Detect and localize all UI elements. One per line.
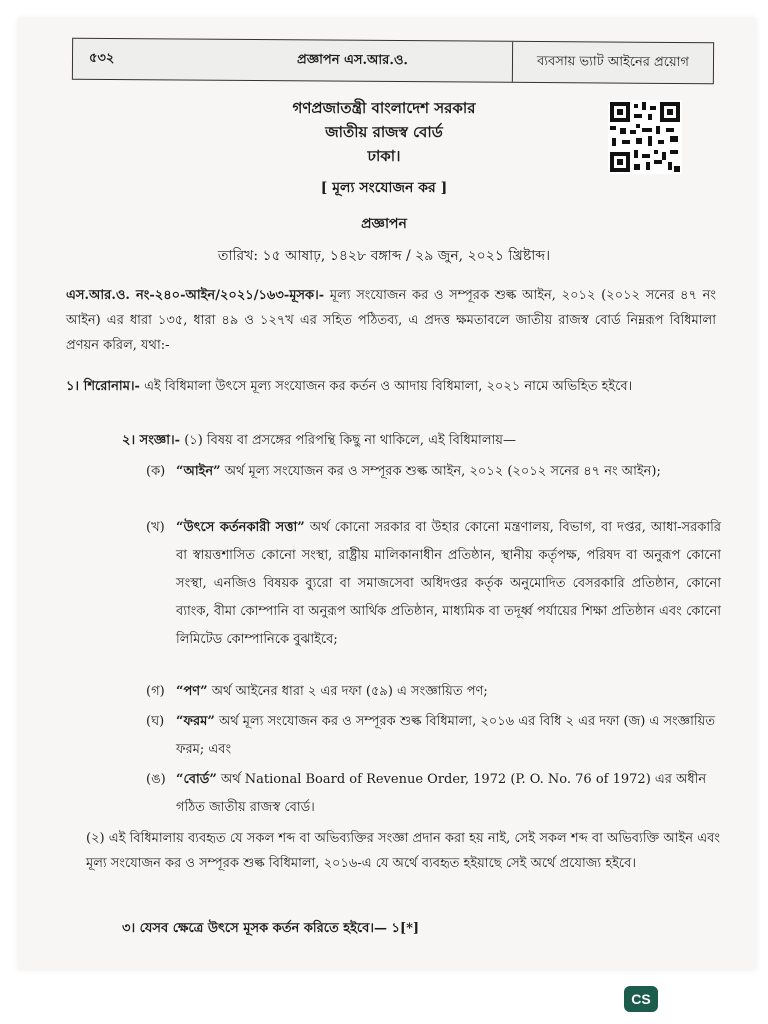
rule-3-heading: ৩। যেসব ক্ষেত্রে উৎসে মূসক কর্তন করিতে হইবে।— ১[*]	[122, 921, 420, 936]
definition-term: “আইন”	[176, 464, 221, 479]
city-name: ঢাকা।	[367, 147, 401, 165]
rule-2	[122, 428, 722, 453]
definition-term: “ফরম”	[176, 714, 215, 729]
definition-marker: (ঘ)	[146, 714, 165, 729]
qr-code-icon	[608, 100, 682, 174]
rule-1-text: এই বিধিমালা উৎসে মূল্য সংযোজন কর কর্তন ও আদায় বিধিমালা, ২০২১ নামে অভিহিত হইবে।	[139, 379, 633, 394]
rule-2-heading: ২। সংজ্ঞা।-	[122, 433, 181, 448]
definition-text: অর্থ কোনো সরকার বা উহার কোনো মন্ত্রণালয়, বিভাগ, বা দপ্তর, আধা-সরকারি বা স্বায়ত্তশাসিত কোনো সংস্থা, রাষ্ট্রীয় মালিকানাধীন প্রতিষ্ঠান, স্থানীয় কর্তৃপক্ষ, পরিষদ বা অনুরূপ কোনো সংস্থা, এনজিও বিষয়ক ব্যুরো বা সমাজসেবা অধিদপ্তর কর্তৃক অনুমোদিত বেসরকারি প্রতিষ্ঠান, কোনো ব্যাংক, বীমা কোম্পানি বা অনুরূপ আর্থিক প্রতিষ্ঠান, মাধ্যমিক বা তদূর্ধ্ব পর্যায়ের শিক্ষা প্রতিষ্ঠান এবং কোনো লিমিটেড কোম্পানিকে বুঝাইবে;	[176, 520, 721, 647]
subject-line: [ মূল্য সংযোজন কর ]	[320, 180, 448, 196]
definition-item	[146, 514, 721, 654]
header-section: ব্যবসায় ভ্যাট আইনের প্রয়োগ	[536, 53, 690, 70]
rule-1-heading: ১। শিরোনাম।-	[66, 379, 140, 394]
definition-marker: (খ)	[146, 520, 165, 535]
government-name: গণপ্রজাতন্ত্রী বাংলাদেশ সরকার	[292, 99, 476, 117]
definition-marker: (ক)	[146, 464, 166, 479]
rule-1	[66, 374, 716, 399]
definition-term: “বোর্ড”	[176, 772, 217, 787]
page-number: ৫৩২	[88, 50, 115, 66]
definition-item	[146, 766, 721, 822]
sro-text: মূল্য সংযোজন কর ও সম্পূরক শুল্ক আইন, ২০১২ (২০১২ সনের ৪৭ নং আইন) এর ধারা ১৩৫, ধারা ৪৯ ও ১২৭খ এর সহিত পঠিতব্য, এ প্রদত্ত ক্ষমতাবলে জাতীয় রাজস্ব বোর্ড নিম্নরূপ বিধিমালা প্রণয়ন করিল, যথা:-	[66, 288, 716, 353]
definition-text: অর্থ মূল্য সংযোজন কর ও সম্পূরক শুল্ক আইন, ২০১২ (২০১২ সনের ৪৭ নং আইন);	[220, 464, 661, 479]
board-name: জাতীয় রাজস্ব বোর্ড	[325, 123, 443, 141]
running-header	[72, 38, 714, 84]
rule-2-subsection-2: (২) এই বিধিমালায় ব্যবহৃত যে সকল শব্দ বা অভিব্যক্তির সংজ্ঞা প্রদান করা হয় নাই, সেই সকল শব্দ বা অভিব্যক্তি আইন এবং মূল্য সংযোজন কর ও সম্পূরক শুল্ক বিধিমালা, ২০১৬-এ যে অর্থে ব্যবহৃত হইয়াছে সেই অর্থে প্রযোজ্য হইবে।	[86, 831, 720, 871]
definition-marker: (গ)	[146, 684, 165, 699]
definition-text: অর্থ National Board of Revenue Order, 1972 (P. O. No. 76 of 1972) এর অধীন গঠিত জাতীয় রাজস্ব বোর্ড।	[176, 772, 707, 815]
camscanner-logo-icon: CS	[624, 986, 658, 1012]
definition-term: “উৎসে কর্তনকারী সত্তা”	[176, 520, 305, 535]
date-line: তারিখ: ১৫ আষাঢ়, ১৪২৮ বঙ্গাব্দ / ২৯ জুন, ২০২১ খ্রিষ্টাব্দ।	[217, 248, 551, 264]
definition-item	[146, 708, 721, 764]
sro-number: এস.আর.ও. নং-২৪০-আইন/২০২১/১৬৩-মূসক।-	[66, 288, 325, 303]
notification-heading: প্রজ্ঞাপন	[361, 216, 407, 232]
definition-text: অর্থ মূল্য সংযোজন কর ও সম্পূরক শুল্ক বিধিমালা, ২০১৬ এর বিধি ২ এর দফা (জ) এ সংজ্ঞায়িত ফরম; এবং	[176, 714, 715, 757]
sro-paragraph	[66, 283, 716, 358]
definition-marker: (ঙ)	[146, 772, 166, 787]
definition-term: “পণ”	[176, 684, 208, 699]
definition-item	[146, 678, 721, 706]
definition-text: অর্থ আইনের ধারা ২ এর দফা (৫৯) এ সংজ্ঞায়িত পণ;	[207, 684, 488, 699]
header-title: প্রজ্ঞাপন এস.আর.ও.	[193, 40, 513, 82]
definition-item	[146, 458, 721, 486]
rule-2-text: (১) বিষয় বা প্রসঙ্গের পরিপন্থি কিছু না থাকিলে, এই বিধিমালায়—	[180, 433, 516, 448]
